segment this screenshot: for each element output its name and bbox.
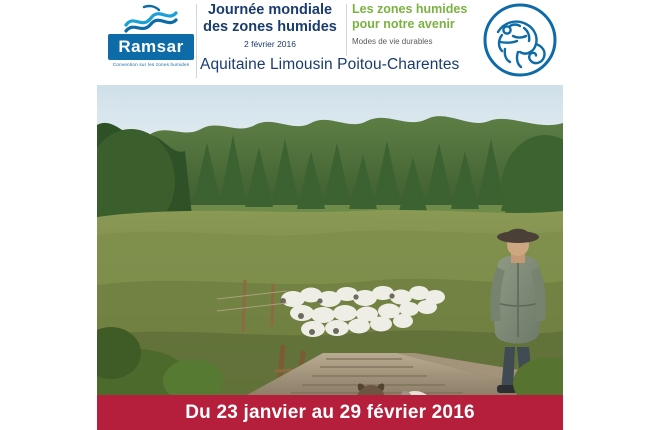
water-waves-icon (122, 4, 180, 34)
header-divider-middle (346, 4, 347, 56)
ramsar-tagline: Convention sur les zones humides (112, 62, 190, 67)
ramsar-logo (108, 4, 194, 78)
slogan-line1: Les zones humides (352, 2, 468, 16)
event-title-line2: des zones humides (203, 19, 337, 35)
chameleon-emblem-icon (480, 2, 560, 78)
region-title: Aquitaine Limousin Poitou-Charentes (200, 56, 460, 73)
event-title-line1: Journée mondiale (207, 2, 333, 18)
ramsar-wordmark: Ramsar (108, 34, 194, 60)
date-range-banner: Du 23 janvier au 29 février 2016 (97, 395, 563, 430)
slogan-line2: pour notre avenir (352, 17, 455, 31)
event-date: 2 février 2016 (244, 39, 296, 49)
event-title-block (200, 2, 340, 49)
slogan-subtitle: Modes de vie durables (352, 37, 433, 46)
poster-header (0, 0, 660, 85)
slogan-block (352, 2, 480, 46)
main-photo (97, 85, 563, 395)
header-divider-left (196, 4, 197, 78)
